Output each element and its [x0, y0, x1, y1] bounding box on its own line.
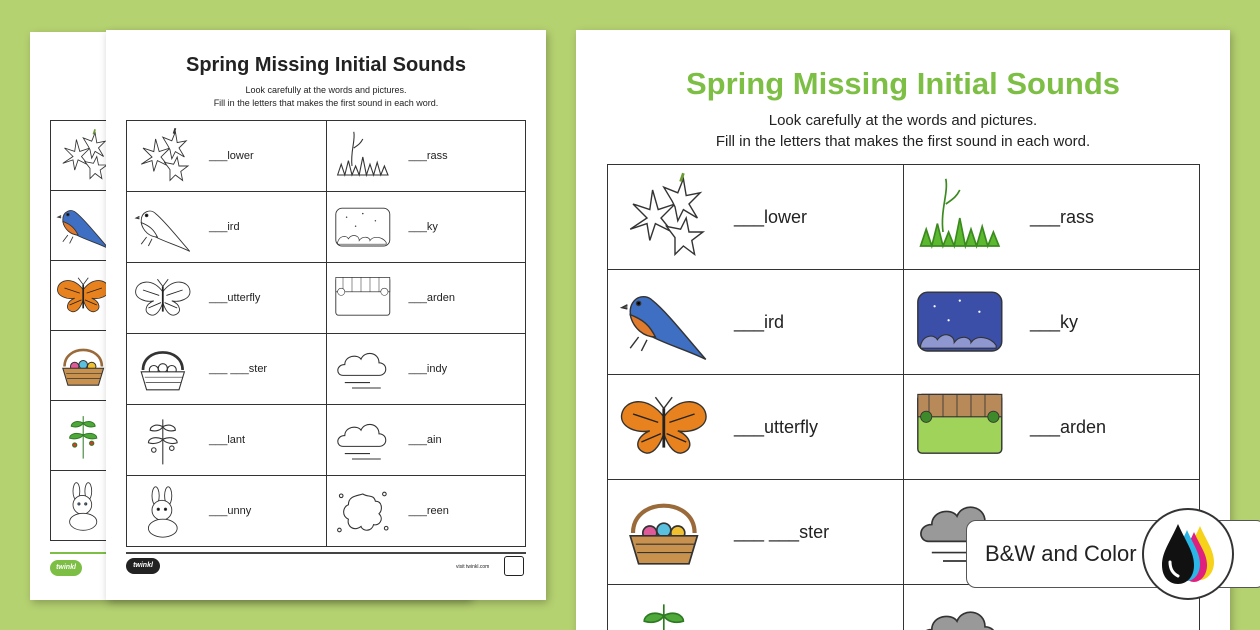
butterfly-picture — [614, 386, 714, 467]
large-instruction-line-1: Look carefully at the words and pictures. — [768, 112, 1038, 129]
table-row — [608, 165, 1200, 270]
basket-picture — [53, 341, 113, 390]
plant-picture — [131, 414, 195, 466]
worksheet-cell — [127, 121, 327, 192]
plant-picture — [53, 411, 113, 460]
missing-sound-word: ___ird — [734, 311, 785, 332]
butterfly-picture — [53, 271, 113, 320]
table-row — [608, 375, 1200, 480]
table-row — [127, 192, 526, 263]
twinkl-logo: twinkl — [50, 560, 82, 576]
qa-stamp-icon — [504, 556, 524, 576]
worksheet-cell — [608, 165, 904, 270]
table-row — [127, 476, 526, 547]
bunny-picture — [53, 481, 113, 530]
grass-picture — [331, 130, 395, 182]
missing-sound-word: ___arden — [408, 292, 456, 304]
instruction-line-2: Fill in the letters that makes the first sound in each word. — [213, 98, 439, 108]
missing-sound-word: ___rass — [1030, 206, 1095, 227]
ink-drops-icon — [1142, 508, 1234, 600]
sky-picture — [331, 201, 395, 253]
basket-picture — [131, 343, 195, 395]
missing-sound-word: ___indy — [408, 363, 448, 375]
worksheet-cell — [904, 165, 1200, 270]
worksheet-cell — [127, 476, 327, 547]
garden-picture — [331, 272, 395, 324]
worksheet-cell — [608, 375, 904, 480]
missing-sound-word: ___utterfly — [734, 416, 819, 437]
worksheet-cell — [608, 270, 904, 375]
visit-text: visit twinkl.com — [456, 564, 490, 570]
sky-picture — [910, 281, 1010, 362]
table-row — [608, 585, 1200, 630]
table-row — [127, 334, 526, 405]
worksheet-cell — [608, 585, 904, 630]
missing-sound-word: ___unny — [209, 505, 252, 517]
worksheet-cell — [326, 263, 525, 334]
missing-sound-word: ___reen — [408, 505, 449, 517]
worksheet-cell — [127, 192, 327, 263]
rain-cloud-picture — [910, 596, 1010, 630]
missing-sound-word: ___utterfly — [209, 292, 261, 304]
worksheet-cell — [326, 121, 525, 192]
missing-sound-word: ___ky — [408, 221, 438, 233]
missing-sound-word: ___lower — [734, 206, 808, 227]
bird-picture — [614, 281, 714, 362]
bird-picture — [131, 201, 195, 253]
worksheet-cell — [904, 270, 1200, 375]
splat-picture — [331, 485, 395, 537]
bunny-picture — [131, 485, 195, 537]
missing-sound-word: ___ ___ster — [209, 363, 268, 375]
bw-worksheet-table — [126, 120, 526, 547]
missing-sound-word: ___rass — [408, 150, 448, 162]
lily-picture — [131, 130, 195, 182]
large-worksheet-title: Spring Missing Initial Sounds — [685, 66, 1120, 101]
footer-line — [126, 552, 526, 554]
garden-picture — [910, 386, 1010, 467]
table-row — [127, 121, 526, 192]
missing-sound-word: ___lower — [209, 150, 254, 162]
table-row — [127, 263, 526, 334]
bw-worksheet-preview — [106, 30, 546, 600]
missing-sound-word: ___ ___ster — [734, 521, 830, 542]
wind-cloud-picture — [331, 343, 395, 395]
instruction-line-1: Look carefully at the words and pictures. — [245, 85, 407, 95]
worksheet-cell — [127, 405, 327, 476]
missing-sound-word: ___lant — [209, 434, 246, 446]
plant-picture — [614, 596, 714, 630]
worksheet-cell — [326, 334, 525, 405]
worksheet-cell — [326, 192, 525, 263]
worksheet-cell — [127, 334, 327, 405]
large-instruction-line-2: Fill in the letters that makes the first sound in each word. — [715, 133, 1091, 150]
worksheet-cell — [904, 375, 1200, 480]
lily-picture — [614, 176, 714, 257]
grass-picture — [910, 176, 1010, 257]
worksheet-cell — [127, 263, 327, 334]
missing-sound-word: ___ky — [1030, 311, 1079, 332]
missing-sound-word: ___ain — [408, 434, 442, 446]
bw-and-color-text: B&W and Color — [985, 541, 1137, 566]
rain-cloud-picture — [331, 414, 395, 466]
table-row — [127, 405, 526, 476]
worksheet-cell — [326, 405, 525, 476]
missing-sound-word: ___arden — [1030, 416, 1107, 437]
lily-picture — [53, 131, 113, 180]
missing-sound-word: ___ird — [209, 221, 240, 233]
worksheet-cell — [326, 476, 525, 547]
bird-picture — [53, 201, 113, 250]
basket-picture — [614, 491, 714, 572]
worksheet-cell — [608, 480, 904, 585]
butterfly-picture — [131, 272, 195, 324]
table-row — [608, 270, 1200, 375]
worksheet-title: Spring Missing Initial Sounds — [185, 54, 466, 76]
twinkl-logo: twinkl — [126, 558, 160, 574]
